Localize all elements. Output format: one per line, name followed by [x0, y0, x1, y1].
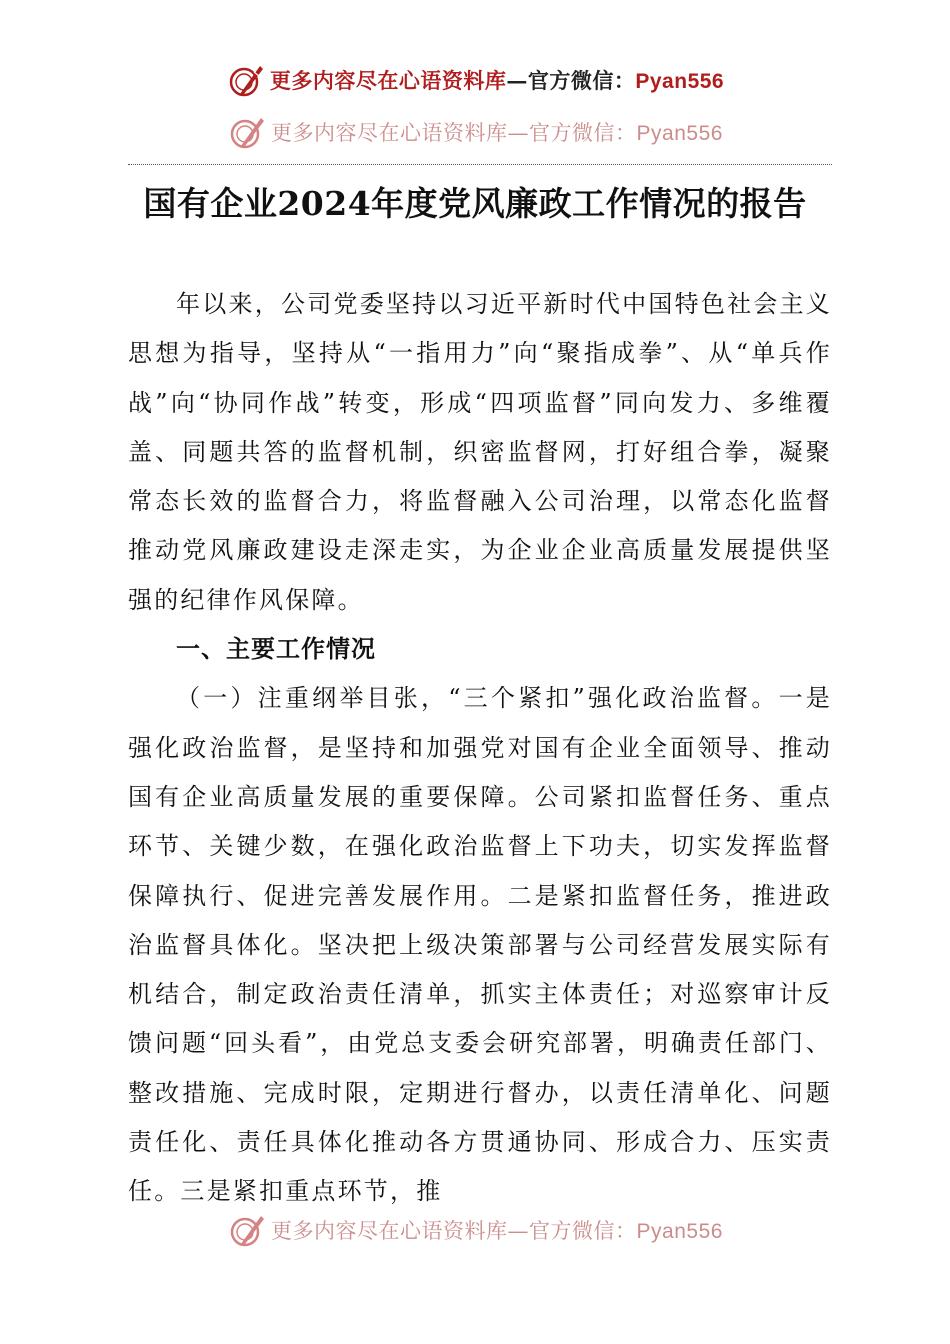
document-body — [128, 280, 832, 1217]
watermark-main-text: 更多内容尽在心语资料库 — [271, 1219, 508, 1243]
intro-paragraph: 年以来，公司党委坚持以习近平新时代中国特色社会主义思想为指导，坚持从“一指用力”向“聚指成拳”、从“单兵作战”向“协同作战”转变，形成“四项监督”同向发力、多维覆盖、同题共答的监督机制，织密监督网，打好组合拳，凝聚常态长效的监督合力，将监督融入公司治理，以常态化监督推动党风廉政建设走深走实，为企业企业高质量发展提供坚强的纪律作风保障。 — [128, 290, 832, 614]
watermark-banner-bottom — [0, 1210, 950, 1250]
body-paragraph: （一）注重纲举目张，“三个紧扣”强化政治监督。一是强化政治监督，是坚持和加强党对国有企业全面领导、推动国有企业高质量发展的重要保障。公司紧扣监督任务、重点环节、关键少数，在强化政治监督上下功夫，切实发挥监督保障执行、促进完善发展作用。二是紧扣监督任务，推进政治监督具体化。坚决把上级决策部署与公司经营发展实际有机结合，制定政治责任清单，抓实主体责任；对巡察审计反馈问题“回头看”，由党总支委会研究部署，明确责任部门、整改措施、完成时限，定期进行督办，以责任清单化、问题责任化、责任具体化推动各方贯通协同、形成合力、压实责任。三是紧扣重点环节，推 — [128, 684, 832, 1206]
watermark-dash: — — [507, 1219, 530, 1243]
quill-seal-icon — [227, 112, 267, 152]
watermark-official-label: 官方微信： — [529, 121, 637, 145]
watermark-official-label: 官方微信： — [527, 68, 636, 93]
watermark-main-text: 更多内容尽在心语资料库 — [269, 68, 507, 93]
watermark-banner-faded — [0, 112, 950, 152]
header-divider — [128, 164, 832, 165]
watermark-banner-top — [0, 60, 950, 100]
watermark-wechat-id: Pyan556 — [636, 122, 723, 145]
watermark-official-label: 官方微信： — [529, 1219, 637, 1243]
watermark-dash: — — [507, 121, 530, 145]
quill-seal-icon — [226, 60, 266, 100]
quill-seal-icon — [227, 1210, 267, 1250]
document-title: 国有企业2024年度党风廉政工作情况的报告 — [143, 184, 807, 223]
watermark-main-text: 更多内容尽在心语资料库 — [271, 121, 508, 145]
watermark-wechat-id: Pyan556 — [636, 1220, 723, 1243]
watermark-dash: — — [506, 68, 528, 93]
watermark-wechat-id: Pyan556 — [635, 70, 725, 93]
section-heading: 一、主要工作情况 — [176, 635, 376, 664]
